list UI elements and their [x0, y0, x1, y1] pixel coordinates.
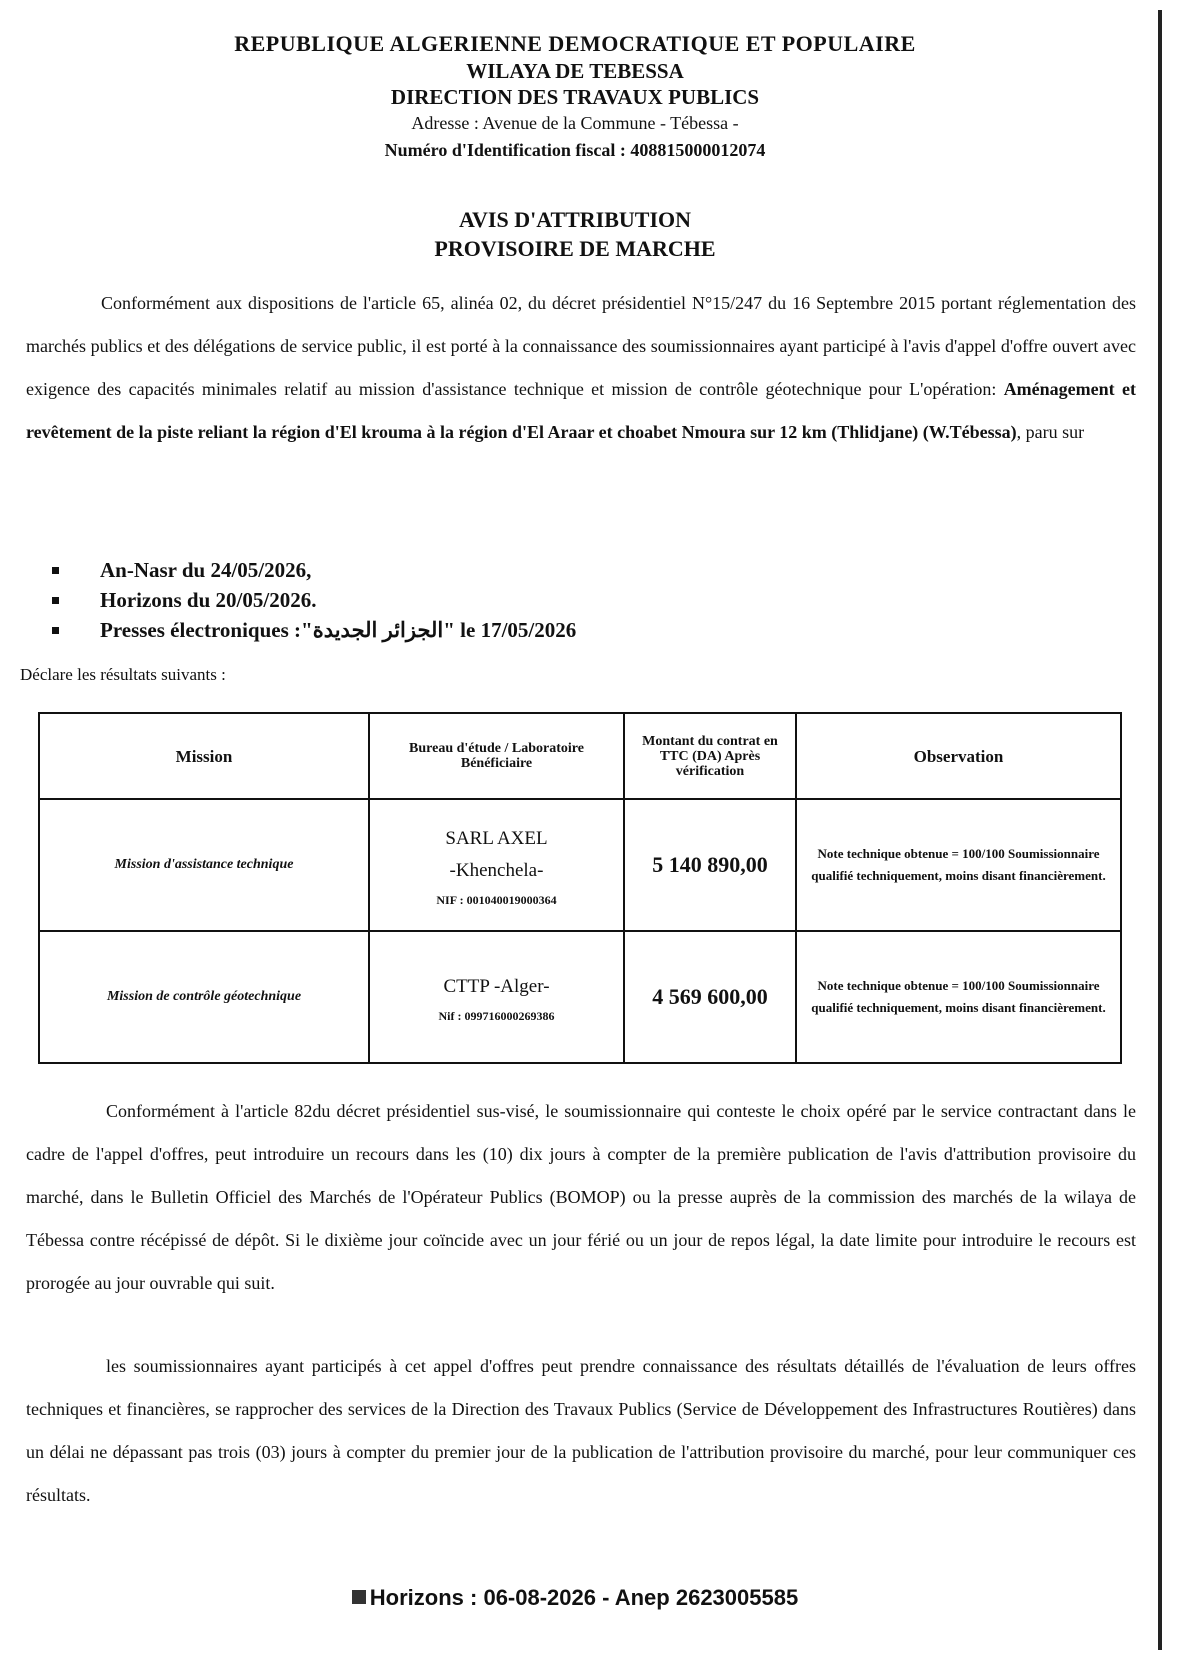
column-header-observation: Observation [796, 713, 1121, 799]
bureau-name: CTTP -Alger- [443, 975, 550, 997]
bullet-icon [52, 567, 59, 574]
bureau-city: -Khenchela- [449, 859, 544, 881]
header-wilaya: WILAYA DE TEBESSA [466, 59, 684, 83]
intro-paragraph [26, 282, 1136, 454]
column-header-montant: Montant du contrat en TTC (DA) Après vérification [624, 713, 796, 799]
document-title [0, 205, 1150, 263]
document-header [0, 30, 1150, 164]
page-border [1158, 10, 1162, 1650]
cell-observation: Note technique obtenue = 100/100 Soumissionnaire qualifié techniquement, moins disant financièrement. [796, 931, 1121, 1063]
header-direction: DIRECTION DES TRAVAUX PUBLICS [390, 85, 760, 109]
list-item: An-Nasr du 24/05/2026, [48, 555, 948, 585]
intro-text-2: , paru sur [1016, 422, 1085, 442]
declare-label: Déclare les résultats suivants : [20, 665, 226, 684]
title-line-2: PROVISOIRE DE MARCHE [434, 236, 716, 261]
cell-mission: Mission de contrôle géotechnique [39, 931, 369, 1063]
bureau-nif: Nif : 099716000269386 [438, 1008, 555, 1023]
column-header-mission: Mission [39, 713, 369, 799]
cell-bureau [369, 931, 624, 1063]
cell-bureau [369, 799, 624, 931]
results-table [38, 712, 1122, 1064]
table-row [39, 931, 1121, 1063]
header-republic: REPUBLIQUE ALGERIENNE DEMOCRATIQUE ET POPULAIRE [234, 31, 916, 56]
table-header-row [39, 713, 1121, 799]
header-nif: Numéro d'Identification fiscal : 408815000012074 [384, 140, 766, 160]
results-paragraph: les soumissionnaires ayant participés à cet appel d'offres peut prendre connaissance des résultats détaillés de l'évaluation de leurs offres techniques et financières, se rapprocher des services de la Direction des Travaux Publics (Service de Développement des Infrastructures Routières) dans un délai ne dépassant pas trois (03) jours à compter du premier jour de la publication de l'attribution provisoire du marché, pour leur communiquer ces résultats. [26, 1356, 1136, 1505]
title-line-1: AVIS D'ATTRIBUTION [458, 207, 692, 232]
header-address: Adresse : Avenue de la Commune - Tébessa - [411, 113, 739, 133]
publication-list [48, 555, 948, 645]
publication-footer: Horizons : 06-08-2026 - Anep 2623005585 [0, 1585, 1150, 1611]
bureau-nif: NIF : 001040019000364 [436, 892, 557, 907]
cell-montant: 4 569 600,00 [624, 931, 796, 1063]
cell-observation: Note technique obtenue = 100/100 Soumissionnaire qualifié techniquement, moins disant financièrement. [796, 799, 1121, 931]
list-item: Horizons du 20/05/2026. [48, 585, 948, 615]
square-bullet-icon [352, 1590, 366, 1604]
cell-montant: 5 140 890,00 [624, 799, 796, 931]
table-row [39, 799, 1121, 931]
bureau-name: SARL AXEL [445, 827, 548, 849]
intro-text-1: Conformément aux dispositions de l'article 65, alinéa 02, du décret présidentiel N°15/247 du 16 Septembre 2015 portant réglementation des marchés publics et des délégations de service public, il est porté à la connaissance des soumissionnaires ayant participé à l'avis d'appel d'offre ouvert avec exigence des capacités minimales relatif au mission d'assistance technique et mission de contrôle géotechnique pour L'opération: [26, 293, 1136, 399]
recourse-paragraph: Conformément à l'article 82du décret présidentiel sus-visé, le soumissionnaire qui conteste le choix opéré par le service contractant dans le cadre de l'appel d'offres, peut introduire un recours dans les (10) dix jours à compter de la première publication de l'avis d'attribution provisoire du marché, dans le Bulletin Officiel des Marchés de l'Opérateur Publics (BOMOP) ou la presse auprès de la commission des marchés de la wilaya de Tébessa contre récépissé de dépôt. Si le dixième jour coïncide avec un jour férié ou un jour de repos légal, la date limite pour introduire le recours est prorogée au jour ouvrable qui suit. [26, 1101, 1136, 1293]
bullet-icon [52, 627, 59, 634]
intro-operation: Aménagement et revêtement de la piste reliant la région d'El krouma à la région d'El Araar et choabet Nmoura sur 12 km (Thlidjane) (W.Tébessa) [26, 379, 1136, 442]
list-item: Presses électroniques :"الجزائر الجديدة" le 17/05/2026 [48, 615, 948, 645]
cell-mission: Mission d'assistance technique [39, 799, 369, 931]
column-header-bureau: Bureau d'étude / Laboratoire Bénéficiaire [369, 713, 624, 799]
bullet-icon [52, 597, 59, 604]
